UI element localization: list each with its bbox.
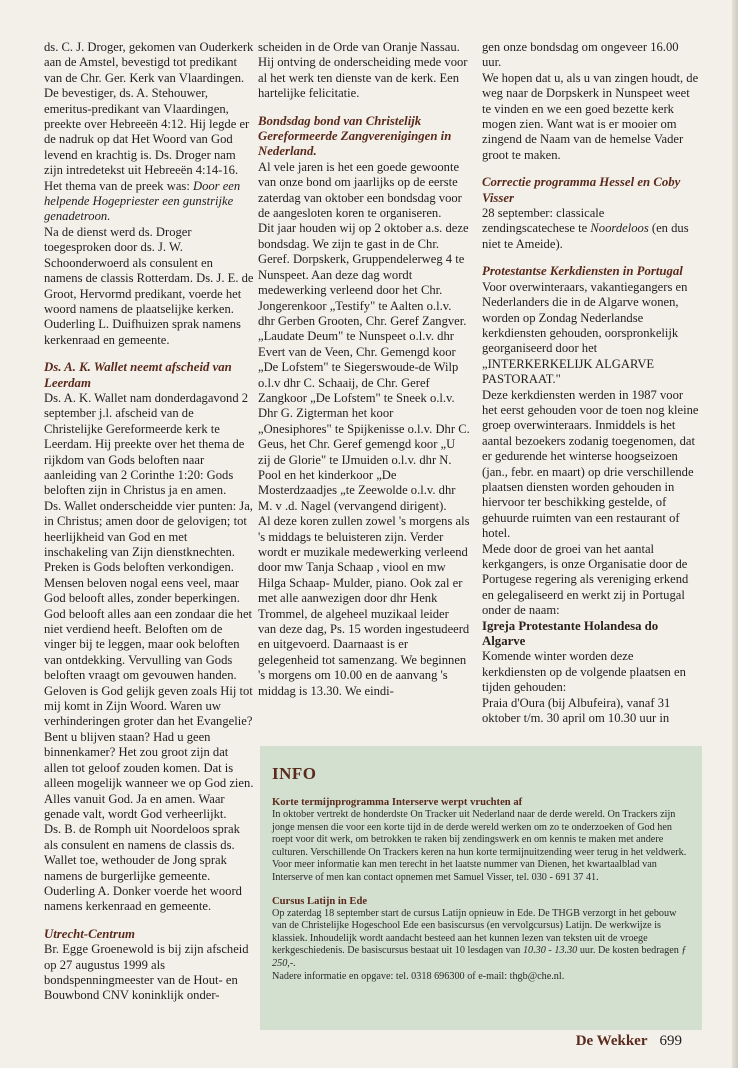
column-1 xyxy=(44,40,254,1004)
paragraph: Mede door de groei van het aantal kerkgangers, is onze Organisatie door de Portugese regering als vereniging erkend en gelegaliseerd en werkt zij in Portugal onder de naam: xyxy=(482,541,689,618)
paragraph xyxy=(44,40,254,225)
paragraph: Ds. B. de Romph uit Noordeloos sprak als consulent en namens de classis ds. Wallet toe, wethouder de Jong sprak namens de burgerlijke gemeente. Ouderling A. Donker voerde het woord namens kerkenraad en gemeente. xyxy=(44,822,242,914)
column-3 xyxy=(482,40,700,726)
paragraph: Ds. A. K. Wallet nam donderdagavond 2 september j.l. afscheid van de Christelijke Gereformeerde kerk te Leerdam. Hij preekte over het thema de rijkdom van Gods beloften naar aanleiding van 2 Corinthe 1:20: Gods beloften zijn in Christus ja en amen. xyxy=(44,390,249,498)
paragraph: Al deze koren zullen zowel 's morgens als 's middags te beluisteren zijn. Verder wordt er muzikale medewerking verleend door mw Tanja Schaap , viool en mw Hilga Schaap- Mulder, piano. Ook zal er met alle aanwezigen door dhr Henk Trommel, de algeheel muzikaal leider van deze dag, Ps. 15 worden ingestudeerd en uitgevoerd. Daarnaast is er gelegenheid tot samenzang. We beginnen 's morgens om 10.00 en de aanvang 's middag is 13.30. We eindi- xyxy=(258,514,470,698)
paragraph: Br. Egge Groenewold is bij zijn afscheid op 27 augustus 1999 als bondspenningmeester van de Hout- en Bouwbond CNV koninklijk onder- xyxy=(44,942,249,1003)
paragraph: Deze kerkdiensten werden in 1987 voor het eerst gehouden voor de toen nog kleine groep overwinteraars. Inmiddels is het aantal bezoekers zodanig toegenomen, dat er gedurende het winterse hoogseizoen (jan., febr. en maart) op drie verschillende plaatsen diensten worden gehouden in hiervoor ter beschikking gestelde, of gehuurde ruimten van een restaurant of hotel. xyxy=(482,387,699,541)
info-paragraph xyxy=(272,908,688,971)
info-heading-interserve: Korte termijnprogramma Interserve werpt vruchten af xyxy=(272,797,523,808)
article-heading-utrecht: Utrecht-Centrum xyxy=(44,926,136,941)
paragraph xyxy=(482,206,700,252)
course-cost: ƒ 250,-. xyxy=(272,945,687,969)
paragraph: scheiden in de Orde van Oranje Nassau. Hij ontving de onderscheiding mede voor al het werk ten dienste van de kerk. Een hartelijke felicitatie. xyxy=(258,40,468,101)
paragraph: Praia d'Oura (bij Albufeira), vanaf 31 oktober t/m. 30 april om 10.30 uur in xyxy=(482,695,671,726)
info-paragraph: Nadere informatie en opgave: tel. 0318 696300 of e-mail: thgb@che.nl. xyxy=(272,970,565,982)
organisation-name: Igreja Protestante Holandesa do Algarve xyxy=(482,618,659,649)
paragraph: We hopen dat u, als u van zingen houdt, de weg naar de Dorpskerk in Nunspeet weet te vinden en we een goed bezette kerk mogen zien. Want wat is er mooier om zingend de Naam van de hemelse Vader groot te maken. xyxy=(482,70,699,162)
page-footer xyxy=(576,1033,682,1050)
paragraph: Komende winter worden deze kerkdiensten op de volgende plaatsen en tijden gehouden: xyxy=(482,649,686,695)
info-heading-latijn: Cursus Latijn in Ede xyxy=(272,895,368,907)
paragraph: Voor overwinteraars, vakantiegangers en Nederlanders die in de Algarve wonen, worden op Zondag Nederlandse kerkdiensten gehouden, oorspronkelijk georganiseerd door het „INTERKERKELIJK ALGARVE PASTORAAT." xyxy=(482,279,688,387)
info-text: Op zaterdag 18 september start de cursus Latijn opnieuw in Ede. De THGB verzorgt in het gebouw van de Christelijke Hogeschool Ede een basiscursus (en vervolgcursus) Latijn. De werkwijze is klassiek. Inhoudelijk wordt aandacht besteed aan het kunnen lezen van teksten uit de vroege kerkgeschiedenis. De basiscursus bestaat uit 10 lesdagen van xyxy=(272,907,677,957)
info-box xyxy=(260,746,702,1030)
scan-edge xyxy=(732,0,738,1068)
article-heading-bondsdag: Bondsdag bond van Christelijk Gereformeerde Zangverenigingen in Nederland. xyxy=(258,113,452,159)
article-heading-correctie: Correctie programma Hessel en Coby Visser xyxy=(482,175,681,205)
sermon-theme: Door een helpende Hogepriester een gunstrijke genadetroon. xyxy=(44,178,241,224)
paragraph-text: ds. C. J. Droger, gekomen van Ouderkerk aan de Amstel, bevestigd tot predikant van de Chr. Ger. Kerk van Vlaardingen. De bevestiger, ds. A. Stehouwer, emeritus-predikant van Vlaardingen, preekte over Hebreeën 4:12. Hij legde er de nadruk op dat Het Woord van God levend en krachtig is. Ds. Droger nam zijn intredetekst uit Hebreeën 4:14-16. Het thema van de preek was: xyxy=(44,40,254,193)
info-paragraph: In oktober vertrekt de honderdste On Tracker uit Nederland naar de derde wereld. On Trackers zijn jonge mensen die voor een korte tijd in de derde wereld werken om zo te onderzoeken of God hen roept voor dit werk, om betrokken te raken bij zendingswerk en om kennis te maken met andere culturen. Verschillende On Trackers keren na hun korte termijnuitzending weer terug in het veldwerk. Voor meer informatie kan men terecht in het laatste nummer van Dienen, het kwartaalblad van Interserve of men kan contact opnemen met Samuel Visser, tel. 030 - 691 37 41. xyxy=(272,809,687,883)
paragraph: Dit jaar houden wij op 2 oktober a.s. deze bondsdag. We zijn te gast in de Chr. Geref. Dorpskerk, Gruppendelerweg 4 te Nunspeet. Aan deze dag wordt medewerking verleend door het Chr. Jongerenkoor „Testify" te Aalten o.l.v. dhr Gerben Grooten, Chr. Geref Zangver. „Laudate Deum" te Nunspeet o.l.v. dhr Evert van de Veen, Chr. Gemengd koor „De Lofstem" te Siegerswoude-de Wilp o.l.v dhr C. Schaaij, de Chr. Geref Zangkoor „De Lofstem" te Sneek o.l.v. Dhr G. Zigterman het koor „Onesiphores" te Spijkenisse o.l.v. Dhr C. Geus, het Chr. Geref gemengd koor „U zij de Glorie" te IJmuiden o.l.v. dhr N. Pool en het kinderkoor „De Mosterdzaadjes „te Zeewolde o.l.v. dhr M. v .d. Nagel (vervangend dirigent). xyxy=(258,221,470,513)
paragraph: Ds. Wallet onderscheidde vier punten: Ja, in Christus; amen door de gelovigen; tot heerlijkheid van God en met inschakeling van Zijn dienstknechten. Preken is Gods beloften verkondigen. Mensen beloven nogal eens veel, maar God belooft alles, zonder beperkingen. God belooft alles aan een zondaar die het niet verdiend heeft. Beloften om de vinger bij te leggen, maar ook beloften van ontdekking. Vervulling van Gods beloften vraagt om gevouwen handen. Geloven is God gelijk geven zoals Hij tot mij komt in Zijn Woord. Waren uw verhinderingen groter dan het Evangelie? Bent u blijven staan? Had u geen binnenkamer? Het zou groot zijn dat allen tot geloof zouden komen. Dat is alleen mogelijk wanneer we op God zien. Alles vanuit God. Ja en amen. Waar genade valt, wordt God verheerlijkt. xyxy=(44,498,254,821)
course-time: 10.30 - 13.30 xyxy=(522,945,578,957)
paragraph: Na de dienst werd ds. Droger toegesproken door ds. J. W. Schoonderwoerd als consulent en namens de classis Rotterdam. Ds. J. E. de Groot, Hervormd predikant, voerde het woord namens de plaatselijke kerken. Ouderling L. Duifhuizen sprak namens kerkenraad en gemeente. xyxy=(44,224,254,347)
paragraph: gen onze bondsdag om ongeveer 16.00 uur. xyxy=(482,40,679,70)
column-2 xyxy=(258,40,470,699)
info-box-title: INFO xyxy=(272,764,317,783)
place-name: Noordeloos xyxy=(590,221,649,236)
paragraph-text: (en dus niet te Ameide). xyxy=(482,221,689,251)
info-text: uur. De kosten bedragen xyxy=(579,945,679,957)
magazine-title: De Wekker xyxy=(575,1033,648,1049)
paragraph: Al vele jaren is het een goede gewoonte van onze bond om jaarlijks op de eerste zaterdag van oktober een bondsdag voor de aangesloten koren te organiseren. xyxy=(258,159,462,221)
article-heading-portugal: Protestantse Kerkdiensten in Portugal xyxy=(482,264,683,279)
article-heading-wallet: Ds. A. K. Wallet neemt afscheid van Leerdam xyxy=(44,360,232,390)
paragraph-text: 28 september: classicale zendingscatechese te xyxy=(482,206,605,236)
page-number: 699 xyxy=(659,1033,682,1049)
